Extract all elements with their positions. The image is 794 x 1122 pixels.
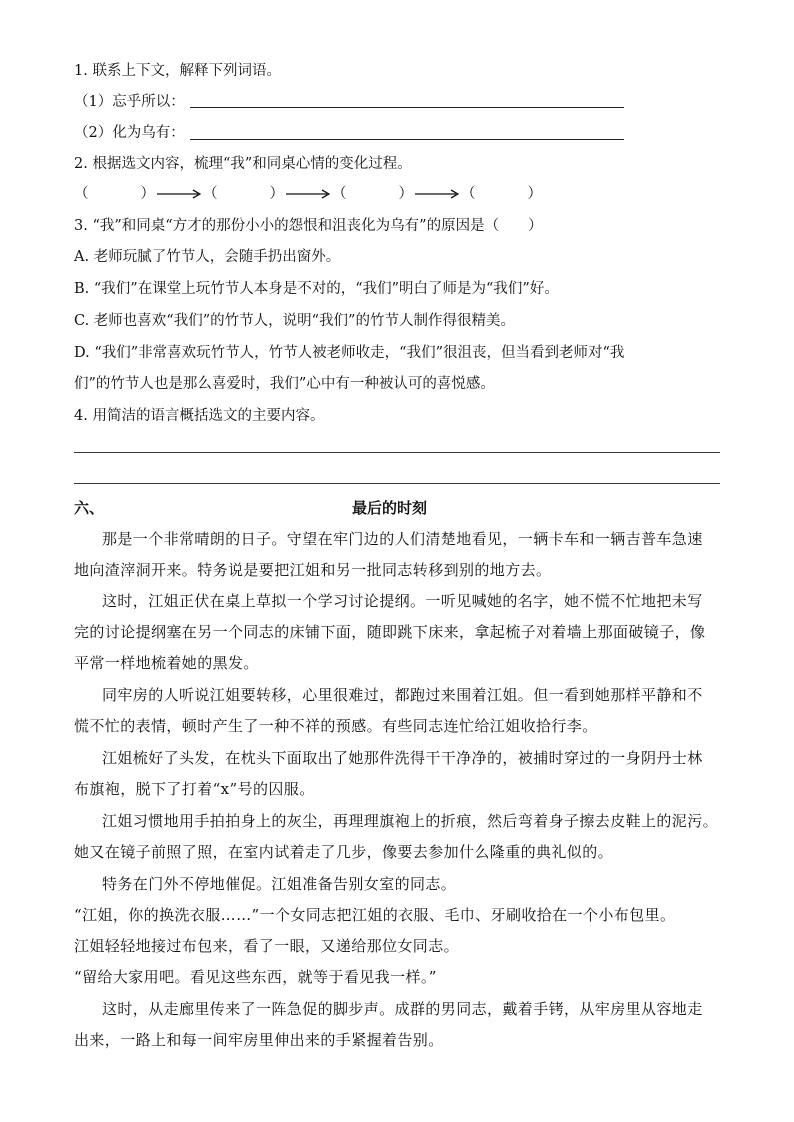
mood-box-2[interactable]: （ ） bbox=[203, 186, 284, 202]
passage-line: 平常一样地梳着她的黑发。 bbox=[74, 654, 259, 672]
arrow-right-icon bbox=[286, 189, 330, 199]
option-d-line-2: 们”的竹节人也是那么喜爱时，我们”心中有一种被认可的喜悦感。 bbox=[74, 376, 495, 392]
passage-line: 那是一个非常晴朗的日子。守望在牢门边的人们清楚地看见，一辆卡车和一辆吉普车急速 bbox=[102, 530, 703, 548]
question-1-item-2: （2）化为乌有： bbox=[74, 125, 185, 141]
passage-line: 布旗袍，脱下了打着“x”号的囚服。 bbox=[74, 780, 315, 798]
passage-line: 江姐轻轻地接过布包来，看了一眼，又递给那位女同志。 bbox=[74, 937, 460, 955]
passage-line: 她又在镜子前照了照，在室内试着走了几步，像要去参加什么隆重的典礼似的。 bbox=[74, 843, 614, 861]
passage-line: 同牢房的人听说江姐要转移，心里很难过，都跑过来围着江姐。但一看到她那样平静和不 bbox=[102, 686, 703, 704]
arrow-right-icon bbox=[157, 189, 201, 199]
section-number: 六、 bbox=[74, 499, 105, 517]
passage-line: 完的讨论提纲塞在另一个同志的床铺下面，随即跳下床来，拿起梳子对着墙上那面破镜子，像 bbox=[74, 623, 706, 641]
answer-blank-2[interactable] bbox=[190, 139, 624, 140]
passage-line: “留给大家用吧。看见这些东西，就等于看见我一样。” bbox=[74, 968, 437, 986]
answer-line-1[interactable] bbox=[74, 452, 720, 453]
arrow-right-icon bbox=[415, 189, 459, 199]
mood-chain bbox=[74, 184, 542, 204]
question-2-stem: 2. 根据选文内容，梳理“我”和同桌心情的变化过程。 bbox=[74, 156, 412, 172]
question-4-stem: 4. 用简洁的语言概括选文的主要内容。 bbox=[74, 408, 325, 424]
answer-line-2[interactable] bbox=[74, 483, 720, 484]
passage-line: 江姐梳好了头发，在枕头下面取出了她那件洗得干干净净的，被捕时穿过的一身阴丹士林 bbox=[102, 749, 703, 767]
passage-line: 慌不忙的表情，顿时产生了一种不祥的预感。有些同志连忙给江姐收拾行李。 bbox=[74, 717, 598, 735]
question-1-stem: 1. 联系上下文，解释下列词语。 bbox=[74, 63, 281, 79]
passage-line: 出来，一路上和每一间牢房里伸出来的手紧握着告别。 bbox=[74, 1031, 444, 1049]
passage-line: 这时，江姐正伏在桌上草拟一个学习讨论提纲。一听见喊她的名字，她不慌不忙地把未写 bbox=[102, 592, 703, 610]
answer-blank-1[interactable] bbox=[190, 107, 624, 108]
passage-line: 这时，从走廊里传来了一阵急促的脚步声。成群的男同志，戴着手铐，从牢房里从容地走 bbox=[102, 1000, 703, 1018]
question-1-item-1: （1）忘乎所以： bbox=[74, 94, 185, 110]
option-b[interactable]: B. “我们”在课堂上玩竹节人本身是不对的，“我们”明白了师是为“我们”好。 bbox=[74, 281, 559, 297]
passage-line: “江姐，你的换洗衣服……”一个女同志把江姐的衣服、毛巾、牙刷收拾在一个小布包里。 bbox=[74, 906, 676, 924]
mood-box-1[interactable]: （ ） bbox=[74, 186, 155, 202]
mood-box-4[interactable]: （ ） bbox=[461, 186, 542, 202]
option-c[interactable]: C. 老师也喜欢“我们”的竹节人，说明“我们”的竹节人制作得很精美。 bbox=[74, 313, 515, 329]
passage-line: 江姐习惯地用手拍拍身上的灰尘，再理理旗袍上的折痕，然后弯着身子擦去皮鞋上的泥污。 bbox=[102, 812, 719, 830]
mood-box-3[interactable]: （ ） bbox=[332, 186, 413, 202]
option-a[interactable]: A. 老师玩腻了竹节人，会随手扔出窗外。 bbox=[74, 249, 341, 265]
option-d-line-1[interactable]: D. “我们”非常喜欢玩竹节人，竹节人被老师收走，“我们”很沮丧，但当看到老师对“我 bbox=[74, 345, 625, 361]
passage-line: 特务在门外不停地催促。江姐准备告别女室的同志。 bbox=[102, 875, 457, 893]
passage-title: 最后的时刻 bbox=[352, 499, 428, 517]
question-3-stem: 3. “我”和同桌“方才的那份小小的怨恨和沮丧化为乌有”的原因是（ ） bbox=[74, 218, 543, 234]
passage-line: 地向渣滓洞开来。特务说是要把江姐和另一批同志转移到别的地方去。 bbox=[74, 561, 552, 579]
